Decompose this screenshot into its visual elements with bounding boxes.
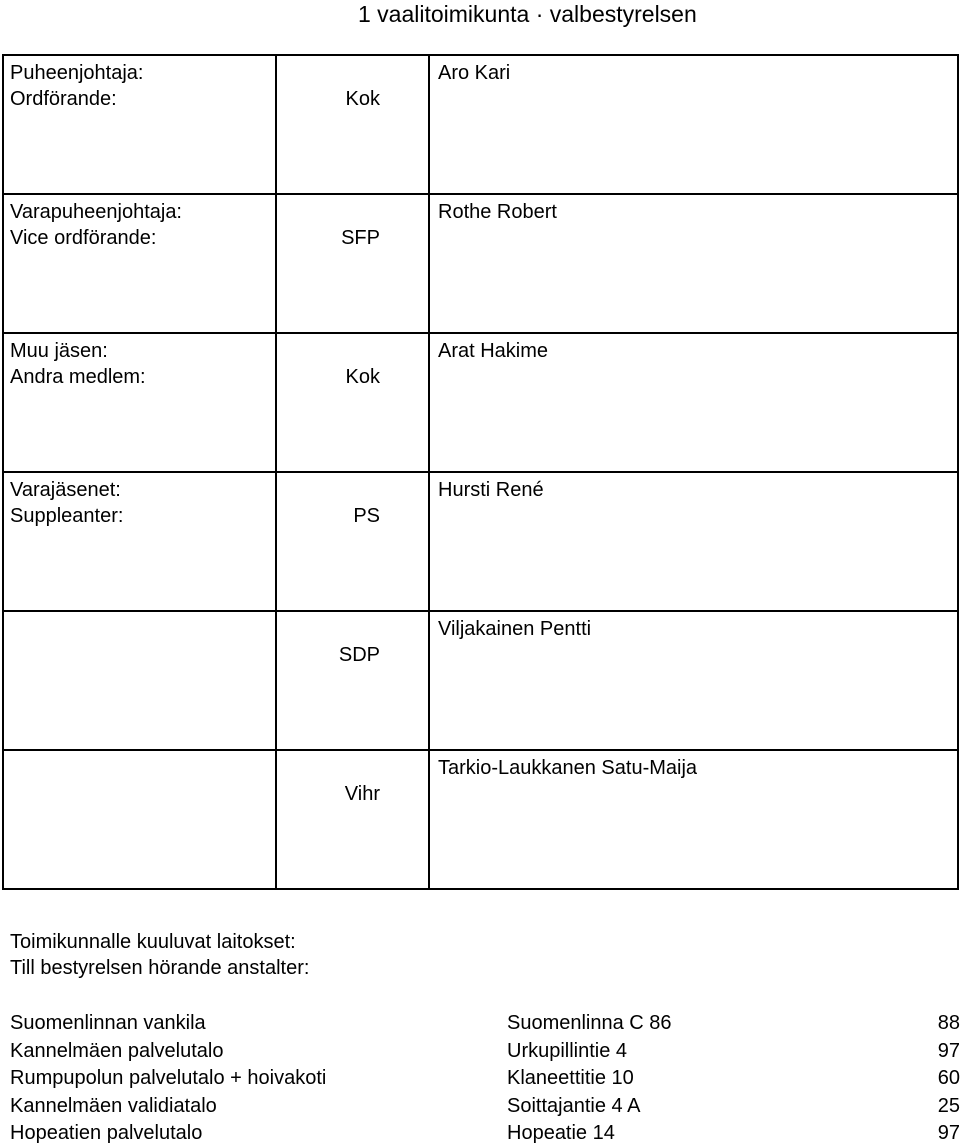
- table-row: [3, 55, 958, 194]
- role-label-sv: Suppleanter:: [10, 505, 124, 527]
- member-cell: [429, 472, 958, 611]
- role-cell: [3, 750, 276, 889]
- member-cell: [429, 194, 958, 333]
- party-label: Vihr: [344, 783, 380, 805]
- institution-name: Rumpupolun palvelutalo + hoivakoti: [10, 1067, 327, 1089]
- role-label-sv: Ordförande:: [10, 88, 117, 110]
- party-label: Kok: [345, 88, 380, 110]
- table-row: [3, 472, 958, 611]
- list-item: [10, 1010, 960, 1038]
- table-row: [3, 333, 958, 472]
- institution-code: 25: [937, 1094, 960, 1117]
- party-cell: [276, 55, 429, 194]
- member-cell: [429, 333, 958, 472]
- institutions-heading-sv: Till bestyrelsen hörande anstalter:: [10, 957, 310, 979]
- institution-address: Suomenlinna C 86: [507, 1012, 672, 1034]
- document-title: 1 vaalitoimikunta · valbestyrelsen: [358, 1, 697, 27]
- institutions-heading-fi: Toimikunnalle kuuluvat laitokset:: [10, 931, 296, 953]
- role-label-sv: Vice ordförande:: [10, 227, 157, 249]
- list-item: [10, 1065, 960, 1093]
- role-cell: [3, 333, 276, 472]
- party-label: SFP: [341, 227, 380, 249]
- board-members-table: [2, 54, 959, 890]
- institution-name: Hopeatien palvelutalo: [10, 1122, 203, 1144]
- role-cell: [3, 194, 276, 333]
- role-label-fi: Varapuheenjohtaja:: [10, 201, 182, 223]
- institution-address: Hopeatie 14: [507, 1122, 615, 1144]
- member-name: Aro Kari: [438, 62, 511, 84]
- role-label-sv: Andra medlem:: [10, 366, 146, 388]
- institution-address: Soittajantie 4 A: [507, 1094, 641, 1117]
- member-cell: [429, 611, 958, 750]
- institutions-list: [10, 1010, 960, 1148]
- list-item: [10, 1120, 960, 1148]
- role-cell: [3, 472, 276, 611]
- party-cell: [276, 750, 429, 889]
- institution-code: 97: [937, 1122, 960, 1144]
- member-name: Viljakainen Pentti: [438, 618, 592, 640]
- member-name: Arat Hakime: [438, 340, 549, 362]
- role-cell: [3, 611, 276, 750]
- party-label: Kok: [345, 366, 380, 388]
- party-label: PS: [353, 505, 380, 527]
- role-label-fi: Muu jäsen:: [10, 340, 108, 362]
- institution-code: 60: [937, 1067, 960, 1089]
- member-name: Rothe Robert: [438, 201, 557, 223]
- table-row: [3, 750, 958, 889]
- institution-name: Kannelmäen validiatalo: [10, 1094, 217, 1117]
- party-label: SDP: [338, 644, 380, 666]
- institution-code: 88: [937, 1012, 960, 1034]
- role-cell: [3, 55, 276, 194]
- list-item: [10, 1038, 960, 1066]
- party-cell: [276, 472, 429, 611]
- party-cell: [276, 333, 429, 472]
- member-name: Tarkio-Laukkanen Satu-Maija: [438, 757, 698, 779]
- member-cell: [429, 750, 958, 889]
- list-item: [10, 1093, 960, 1121]
- institution-code: 97: [937, 1039, 960, 1062]
- role-label-fi: Varajäsenet:: [10, 479, 121, 501]
- institution-name: Kannelmäen palvelutalo: [10, 1039, 224, 1062]
- role-label-fi: Puheenjohtaja:: [10, 62, 144, 84]
- institutions-heading: [10, 929, 309, 981]
- table-row: [3, 611, 958, 750]
- member-cell: [429, 55, 958, 194]
- institution-name: Suomenlinnan vankila: [10, 1012, 206, 1034]
- table-row: [3, 194, 958, 333]
- institution-address: Klaneettitie 10: [507, 1067, 634, 1089]
- party-cell: [276, 194, 429, 333]
- institution-address: Urkupillintie 4: [507, 1039, 628, 1062]
- party-cell: [276, 611, 429, 750]
- member-name: Hursti René: [438, 479, 544, 501]
